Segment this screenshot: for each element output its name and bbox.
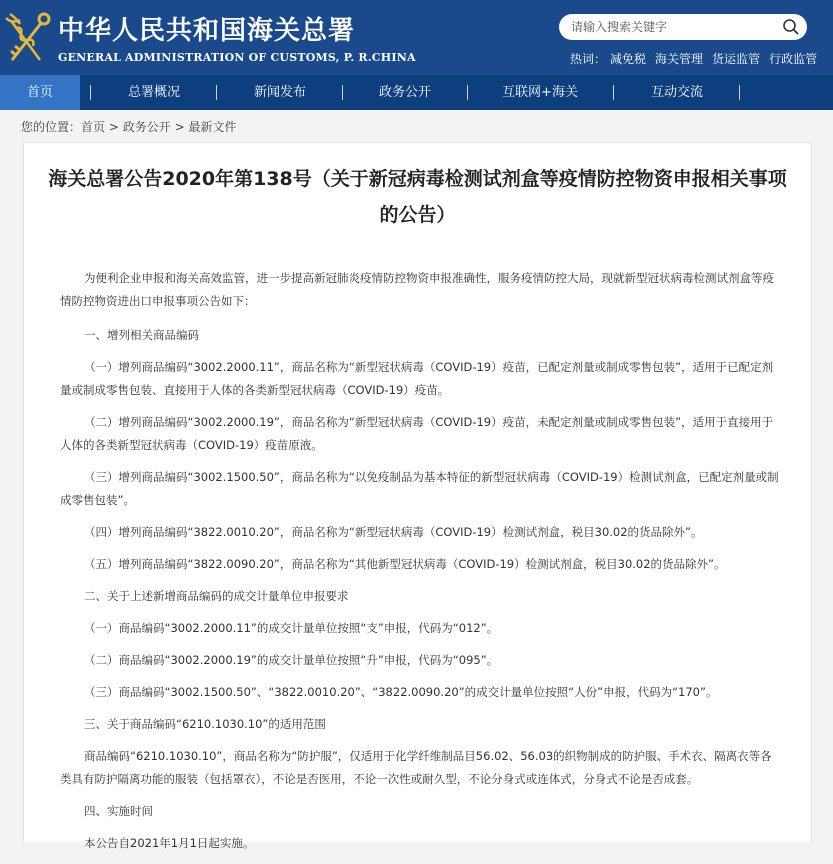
breadcrumb: [21, 118, 237, 135]
hot-words: [570, 50, 826, 67]
main-nav: [0, 75, 833, 110]
site-title-cn[interactable]: 中华人民共和国海关总署: [58, 16, 356, 46]
nav-item-overview[interactable]: 总署概况: [127, 85, 180, 100]
article-section-heading: 一、增列相关商品编码: [84, 328, 199, 342]
article-paragraph: 本公告自2021年1月1日起实施。: [84, 836, 255, 850]
search-icon[interactable]: [781, 17, 801, 37]
article-section-heading: 三、关于商品编码“6210.1030.10”的适用范围: [84, 717, 326, 731]
article-body: [60, 267, 780, 864]
nav-separator: [90, 85, 91, 100]
customs-emblem-icon[interactable]: [2, 8, 52, 68]
article-paragraph: （三）增列商品编码“3002.1500.50”，商品名称为“以免疫制品为基本特征的新型冠状病毒（COVID-19）检测试剂盒，已配定剂量或制成零售包装”。: [60, 470, 779, 507]
search-input[interactable]: [571, 18, 771, 36]
article-paragraph: （一）增列商品编码“3002.2000.11”，商品名称为“新型冠状病毒（COVID-19）疫苗，已配定剂量或制成零售包装”，适用于已配定剂量或制成零售包装、直接用于人体的各类新型冠状病毒（COVID-19）疫苗。: [60, 360, 774, 397]
nav-separator: [613, 85, 614, 100]
hot-words-label: 热词：: [570, 52, 607, 66]
nav-separator: [467, 85, 468, 100]
article-paragraph: （三）商品编码“3002.1500.50”、“3822.0010.20”、“3822.0090.20”的成交计量单位按照“人份”申报，代码为“170”。: [84, 685, 718, 699]
article-panel: [23, 142, 812, 850]
article-paragraph: 为便利企业申报和海关高效监管，进一步提高新冠肺炎疫情防控物资申报准确性，服务疫情防控大局，现就新型冠状病毒检测试剂盒等疫情防控物资进出口申报事项公告如下：: [60, 271, 774, 308]
article-section-heading: 四、实施时间: [84, 804, 153, 818]
nav-item-interaction[interactable]: 互动交流: [650, 85, 703, 100]
nav-separator: [342, 85, 343, 100]
breadcrumb-prefix: 您的位置：: [21, 120, 82, 134]
breadcrumb-separator: >: [108, 120, 119, 134]
breadcrumb-link-home[interactable]: 首页: [81, 120, 106, 134]
article-paragraph: （五）增列商品编码“3822.0090.20”，商品名称为“其他新型冠状病毒（COVID-19）检测试剂盒，税目30.02的货品除外”。: [84, 557, 726, 571]
article-paragraph: （二）商品编码“3002.2000.19”的成交计量单位按照“升”申报，代码为“095”。: [84, 653, 499, 667]
hot-word-link[interactable]: 减免税: [610, 52, 647, 66]
nav-separator: [739, 85, 740, 100]
article-title: 海关总署公告2020年第138号（关于新冠病毒检测试剂盒等疫情防控物资申报相关事项的公告）: [48, 168, 787, 226]
article-paragraph: 商品编码“6210.1030.10”，商品名称为“防护服”，仅适用于化学纤维制品目56.02、56.03的织物制成的防护服、手术衣、隔离衣等各类具有防护隔离功能的服装（包括罩衣），不论是否医用，不论一次性或耐久型，不论分身式或连体式，分身式不论是否成套。: [60, 749, 772, 786]
breadcrumb-link-gov-affairs[interactable]: 政务公开: [122, 120, 171, 134]
hot-word-link[interactable]: 货运监管: [712, 52, 761, 66]
hot-word-link[interactable]: 海关管理: [655, 52, 704, 66]
site-title-en: GENERAL ADMINISTRATION OF CUSTOMS, P. R.CHINA: [58, 51, 416, 64]
nav-item-internet-customs[interactable]: 互联网+海关: [502, 85, 578, 100]
site-header: [0, 0, 833, 75]
nav-item-home[interactable]: 首页: [0, 75, 80, 110]
article-paragraph: （二）增列商品编码“3002.2000.19”，商品名称为“新型冠状病毒（COVID-19）疫苗，未配定剂量或制成零售包装”，适用于直接用于人体的各类新型冠状病毒（COVID-19）疫苗原液。: [60, 415, 774, 452]
breadcrumb-separator: >: [174, 120, 185, 134]
article-paragraph: （一）商品编码“3002.2000.11”的成交计量单位按照“支”申报，代码为“012”。: [84, 621, 499, 635]
nav-item-news[interactable]: 新闻发布: [253, 85, 306, 100]
article-paragraph: （四）增列商品编码“3822.0010.20”，商品名称为“新型冠状病毒（COVID-19）检测试剂盒，税目30.02的货品除外”。: [84, 525, 703, 539]
article-section-heading: 二、关于上述新增商品编码的成交计量单位申报要求: [84, 589, 349, 603]
breadcrumb-link-latest[interactable]: 最新文件: [188, 120, 237, 134]
hot-word-link[interactable]: 行政监管: [769, 52, 818, 66]
nav-item-gov-affairs[interactable]: 政务公开: [378, 85, 431, 100]
nav-separator: [216, 85, 217, 100]
search-box: [559, 14, 807, 40]
